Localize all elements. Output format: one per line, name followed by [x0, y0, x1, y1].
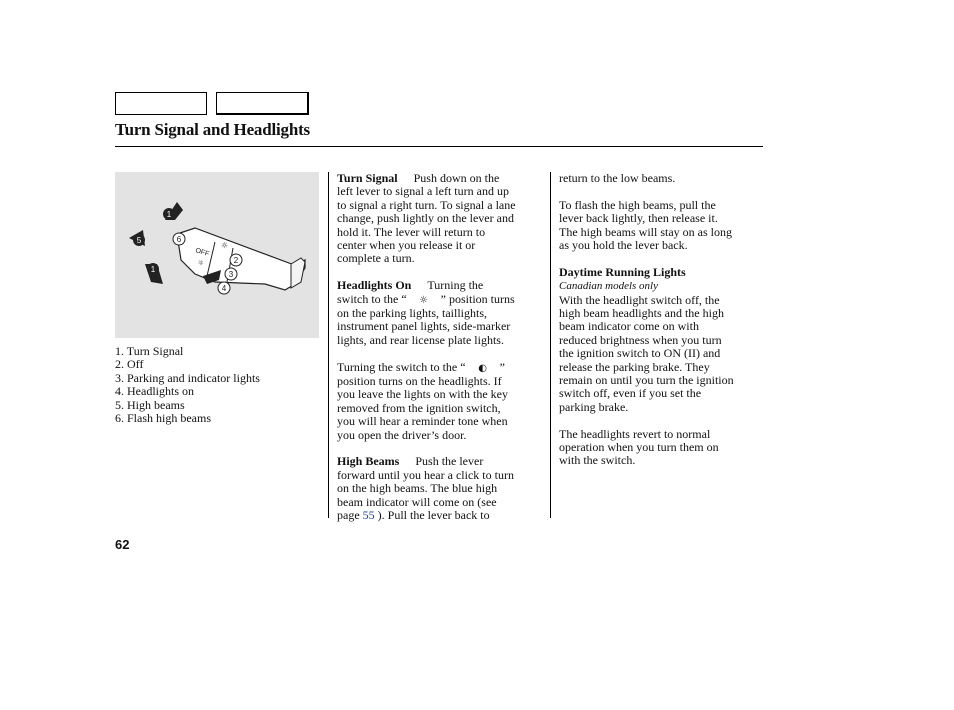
drl-heading: Daytime Running Lights	[559, 264, 686, 279]
section-title: Turn Signal and Headlights	[115, 120, 310, 139]
lever-diagram-svg	[115, 172, 319, 338]
legend-item: 6. Flash high beams	[115, 411, 211, 426]
svg-text:1: 1	[150, 265, 156, 274]
figure-legend	[115, 345, 260, 425]
svg-text:1: 1	[166, 210, 172, 219]
turn-signal-heading: Turn Signal	[337, 171, 398, 185]
lever-off-label: OFF	[194, 247, 210, 259]
headlights-on-heading: Headlights On	[337, 278, 412, 293]
column-divider-1	[328, 172, 329, 518]
drl-note: Canadian models only	[559, 280, 658, 293]
headlight-lever-illustration	[115, 172, 319, 338]
callout-5	[133, 234, 145, 246]
column-divider-2	[550, 172, 551, 518]
svg-text:3: 3	[228, 270, 234, 279]
svg-text:5: 5	[136, 236, 142, 245]
legend-item: 2. Off	[115, 357, 144, 372]
text-column-2	[559, 172, 764, 481]
page-number: 62	[115, 537, 130, 552]
headlight-icon: ◐	[478, 362, 487, 374]
legend-item: 1. Turn Signal	[115, 344, 184, 358]
low-beams-paragraph: return to the low beams.	[559, 171, 676, 185]
callout-4	[218, 282, 230, 294]
high-beams-paragraph: High Beams Push the lever forward until you hear a click to turn on the high beams. The blue high beam indicator will come on (see page 55 ). Pull the lever back to	[337, 454, 514, 523]
header-tab-box-left	[115, 92, 207, 115]
callout-1-top	[163, 208, 175, 220]
headlights-switch-paragraph: Turning the switch to the “ ◐ ” position turns on the headlights. If you leave the lights on with the key removed from the ignition switch, you will hear a reminder tone when you open the driver’s door.	[337, 359, 508, 442]
callout-2	[230, 254, 242, 266]
legend-item: 4. Headlights on	[115, 384, 194, 399]
callout-1-bottom	[147, 263, 159, 275]
text-column-1	[337, 172, 547, 536]
legend-item: 5. High beams	[115, 397, 185, 412]
drl-paragraph: Daytime Running Lights Canadian models only With the headlight switch off, the high beam headlights and the high beam indicator come on with reduced brightness when you turn the ignition switch to ON (II) and release the parking brake. They remain on until you turn the ignition switch off, even if you set the parking brake.	[559, 264, 734, 414]
callout-3	[225, 268, 237, 280]
callout-6	[173, 233, 185, 245]
lever-park-symbol: ☼	[196, 258, 205, 268]
svg-text:6: 6	[176, 235, 182, 244]
header-tab-box-right	[216, 92, 309, 115]
headlights-revert-paragraph: The headlights revert to normal operation when you turn them on with the switch.	[559, 426, 719, 468]
page-reference-link[interactable]: 55	[362, 508, 375, 523]
parking-lights-icon: ☼	[419, 294, 429, 306]
turn-signal-paragraph: Turn Signal Push down on the left lever to signal a left turn and up to signal a right turn. To signal a lane change, push lightly on the lever and hold it. The lever will return to center when you release it or complete a turn.	[337, 171, 516, 266]
legend-item: 3. Parking and indicator lights	[115, 370, 260, 385]
lever-stalk-end	[291, 258, 305, 288]
title-rule	[115, 146, 763, 147]
svg-text:4: 4	[221, 284, 227, 293]
high-beams-heading: High Beams	[337, 454, 400, 469]
flash-high-beams-paragraph: To flash the high beams, pull the lever back lightly, then release it. The high beams will stay on as long as you hold the lever back.	[559, 197, 732, 253]
svg-text:2: 2	[233, 256, 239, 265]
lever-head-symbol: ☼	[221, 241, 229, 250]
headlights-on-paragraph: Headlights On Turning the switch to the “ ☼ ” position turns on the parking lights, taillights, instrument panel lights, side-marker lights, and rear license plate lights.	[337, 278, 515, 347]
